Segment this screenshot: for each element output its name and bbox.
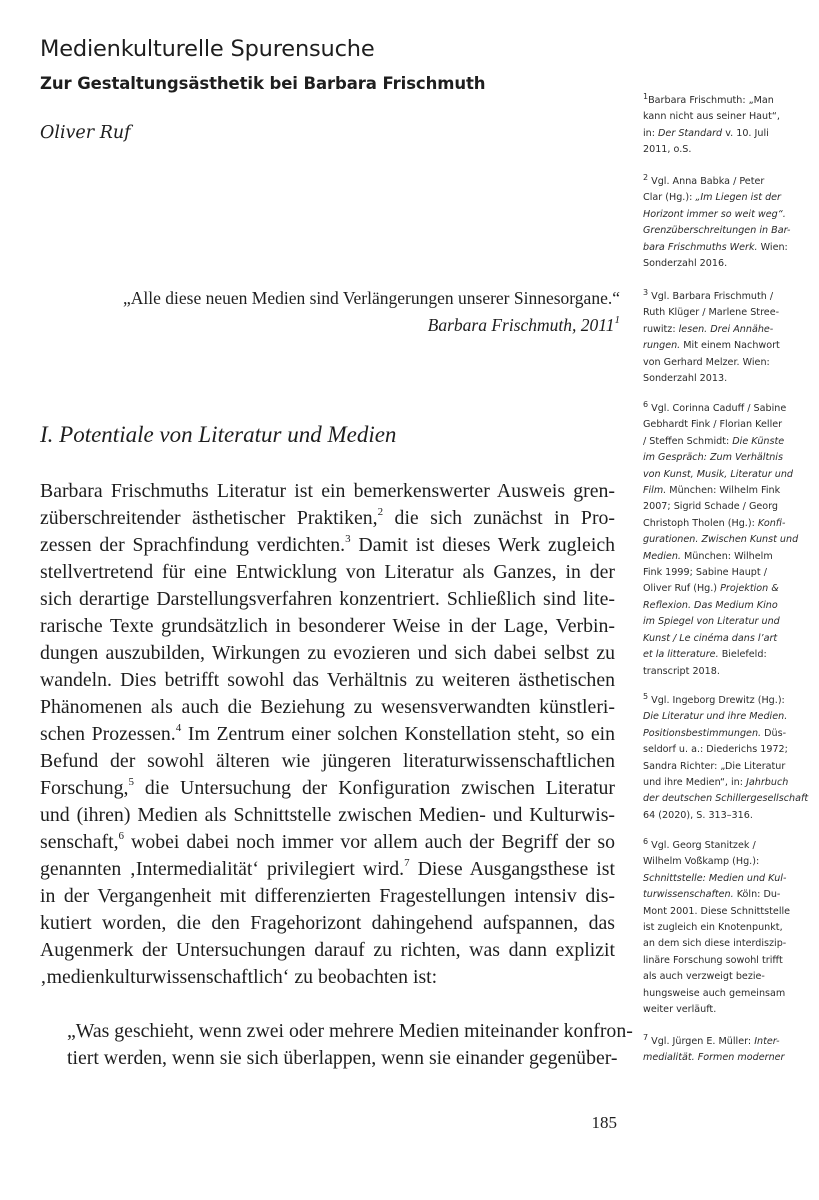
- footnote-ref[interactable]: 6: [118, 830, 125, 843]
- author-name: Oliver Ruf: [40, 123, 131, 143]
- epigraph-quote: „Alle diese neuen Medien sind Verlängerungen unserer Sinnesorgane.“: [123, 288, 620, 308]
- body-line: sich derartige Darstellungsverfahren konzentriert. Schließlich sind lite-: [40, 588, 615, 610]
- body-line: Augenmerk der Untersuchungen darauf zu richten, was dann explizit: [40, 939, 615, 961]
- quote-line: „Was geschieht, wenn zwei oder mehrere Medien miteinander konfron-: [67, 1020, 633, 1042]
- footnote-2: $^2$ Vgl. Anna Babka / Peter Clar (Hg.): „Im Liegen ist der Horizont immer so weit weg“. Grenzüberschreitungen in Bar- bara Frischmuths Werk. Wien: Sonderzahl 2016.: [643, 172, 791, 270]
- footnote-ref[interactable]: 7: [404, 857, 410, 870]
- footnote-ref[interactable]: 2: [377, 506, 384, 519]
- body-line: wandeln. Dies betrifft sowohl das Verhältnis zu weiteren ästhetischen: [40, 669, 615, 691]
- body-line: Phänomenen als auch die Beziehung zu wesensverwandten künstleri-: [40, 696, 615, 718]
- footnote-ref[interactable]: 5: [128, 776, 134, 789]
- footnote-7: $^7$ Vgl. Jürgen E. Müller: Inter- medialität. Formen moderner: [643, 1032, 785, 1064]
- body-line: züberschreitender ästhetischer Praktiken,$^2$ die sich zunächst in Pro-: [40, 506, 616, 529]
- footnote-ref[interactable]: 1: [614, 314, 620, 327]
- quote-line: tiert werden, wenn sie sich überlappen, wenn sie einander gegenüber-: [67, 1047, 618, 1069]
- footnote-1: $^1$Barbara Frischmuth: „Man kann nicht aus seiner Haut“, in: Der Standard v. 10. Juli 2011, o.S.: [643, 91, 780, 156]
- body-line: ‚medienkulturwissenschaftlich‘ zu beobachten ist:: [40, 966, 438, 988]
- page-number: 185: [591, 1113, 617, 1132]
- body-line: schen Prozessen.$^4$ Im Zentrum einer solchen Konstellation steht, so ein: [40, 722, 615, 745]
- section-heading: I. Potentiale von Literatur und Medien: [40, 422, 397, 447]
- page-subtitle: Zur Gestaltungsästhetik bei Barbara Frischmuth: [40, 74, 486, 93]
- footnote-ref[interactable]: 3: [345, 533, 351, 546]
- body-line: senschaft,$^6$ wobei dabei noch immer vor allem auch der Begriff der so: [40, 830, 615, 853]
- body-line: stellvertretend für eine Entwicklung von Literatur als Ganzes, in der: [40, 561, 615, 583]
- epigraph-source: Barbara Frischmuth, 2011$^1$: [427, 314, 620, 335]
- body-line: und (ihren) Medien als Schnittstelle zwischen Medien- und Kulturwis-: [40, 804, 615, 826]
- footnote-5: $^5$ Vgl. Ingeborg Drewitz (Hg.): Die Literatur und ihre Medien. Positionsbestimmungen. Düs- seldorf u. a.: Diederichs 1972; Sandra Richter: „Die Literatur und ihre Medien“, in: Jahrbuch der deutschen Schillergesellschaft 64 (2020), S. 313–316.: [643, 691, 809, 821]
- body-line: genannten ‚Intermedialität‘ privilegiert wird.$^7$ Diese Ausgangsthese ist: [40, 857, 615, 880]
- body-line: Befund der sowohl älteren wie jüngeren literaturwissenschaftlichen: [40, 750, 615, 772]
- body-line: Forschung,$^5$ die Untersuchung der Konfiguration zwischen Literatur: [40, 776, 615, 799]
- body-line: in der Vergangenheit mit differenzierten Fragestellungen intensiv dis-: [40, 885, 615, 907]
- footnote-ref[interactable]: 4: [175, 722, 182, 735]
- footnote-4: $^6$ Vgl. Corinna Caduff / Sabine Gebhardt Fink / Florian Keller / Steffen Schmidt: Die Künste im Gespräch: Zum Verhältnis von Kunst, Musik, Literatur und Film. München: Wilhelm Fink 2007; Sigrid Schade / Georg Christoph Tholen (Hg.): Konfi- gurationen. Zwischen Kunst und Medien. München: Wilhelm Fink 1999; Sabine Haupt / Oliver Ruf (Hg.) Projektion & Reflexion. Das Medium Kino im Spiegel von Literatur und Kunst / Le cinéma dans l’art et la litterature. Bielefeld: transcript 2018.: [643, 399, 799, 677]
- footnote-6: $^6$ Vgl. Georg Stanitzek / Wilhelm Voßkamp (Hg.): Schnittstelle: Medien und Kul- turwissenschaften. Köln: Du- Mont 2001. Diese Schnittstelle ist zugleich ein Knotenpunkt, an dem sich diese interdiszip- linäre Forschung sowohl trifft als auch verzweigt bezie- hungsweise auch gemeinsam weiter verläuft.: [643, 836, 791, 1016]
- body-line: zessen der Sprachfindung verdichten.$^3$ Damit ist dieses Werk zugleich: [40, 533, 615, 556]
- page-title: Medienkulturelle Spurensuche: [40, 36, 375, 62]
- body-line: rarische Texte grundsätzlich in besonderer Weise in der Lage, Verbin-: [40, 615, 615, 637]
- footnote-3: $^3$ Vgl. Barbara Frischmuth / Ruth Klüger / Marlene Stree- ruwitz: lesen. Drei Annähe- rungen. Mit einem Nachwort von Gerhard Melzer. Wien: Sonderzahl 2013.: [643, 287, 780, 385]
- body-line: kutiert worden, die den Fragehorizont dahingehend aufspannen, das: [40, 912, 615, 934]
- body-line: dungen auszubilden, Wirkungen zu evozieren und sich dabei selbst zu: [40, 642, 615, 664]
- body-line: Barbara Frischmuths Literatur ist ein bemerkenswerter Ausweis gren-: [40, 480, 615, 502]
